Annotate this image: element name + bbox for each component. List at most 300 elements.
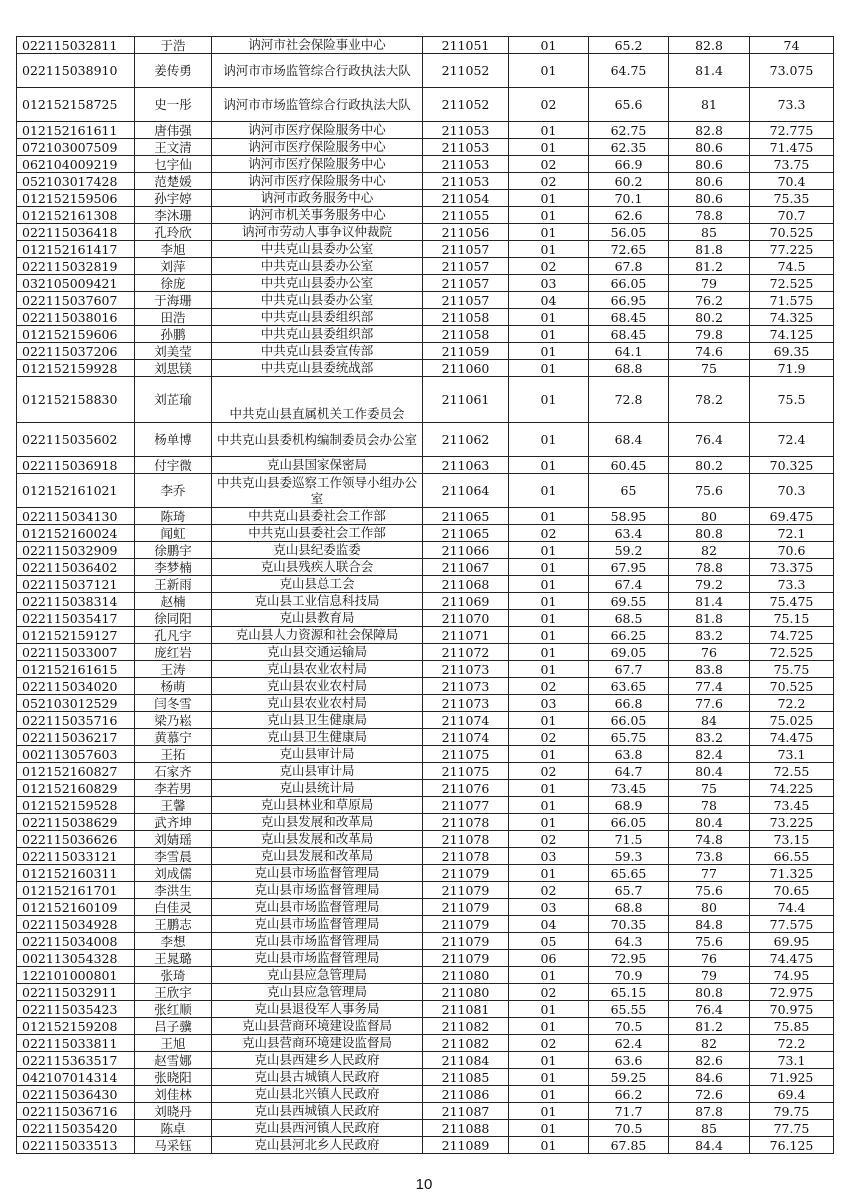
position-code-cell: 211087 <box>423 1103 509 1120</box>
candidate-id-cell: 012152158725 <box>17 88 135 122</box>
candidate-name-cell: 于海珊 <box>135 292 212 309</box>
written-score-cell: 68.8 <box>589 360 669 377</box>
position-code-cell: 211079 <box>423 916 509 933</box>
position-code-cell: 211052 <box>423 54 509 88</box>
interview-score-cell: 81.4 <box>669 593 750 610</box>
written-score-cell: 70.9 <box>589 967 669 984</box>
table-row <box>17 933 834 950</box>
employer-unit-cell: 克山县西城镇人民政府 <box>212 1103 423 1120</box>
interview-score-cell: 76.2 <box>669 292 750 309</box>
candidate-id-cell: 022115035417 <box>17 610 135 627</box>
table-row <box>17 1103 834 1120</box>
candidate-id-cell: 012152159127 <box>17 627 135 644</box>
total-score-cell: 73.75 <box>750 156 834 173</box>
post-number-cell: 04 <box>509 916 589 933</box>
total-score-cell: 74.95 <box>750 967 834 984</box>
post-number-cell: 02 <box>509 763 589 780</box>
total-score-cell: 71.475 <box>750 139 834 156</box>
employer-unit-cell: 克山县古城镇人民政府 <box>212 1069 423 1086</box>
candidate-name-cell: 吕子骥 <box>135 1018 212 1035</box>
employer-unit-cell: 克山县国家保密局 <box>212 457 423 474</box>
interview-score-cell: 76.4 <box>669 423 750 457</box>
position-code-cell: 211077 <box>423 797 509 814</box>
employer-unit-cell: 克山县应急管理局 <box>212 984 423 1001</box>
candidate-name-cell: 张红顺 <box>135 1001 212 1018</box>
post-number-cell: 01 <box>509 508 589 525</box>
interview-score-cell: 80.6 <box>669 139 750 156</box>
employer-unit-cell: 克山县人力资源和社会保障局 <box>212 627 423 644</box>
total-score-cell: 75.35 <box>750 190 834 207</box>
total-score-cell: 70.525 <box>750 678 834 695</box>
post-number-cell: 01 <box>509 1137 589 1154</box>
written-score-cell: 66.9 <box>589 156 669 173</box>
employer-unit-cell: 讷河市政务服务中心 <box>212 190 423 207</box>
written-score-cell: 56.05 <box>589 224 669 241</box>
total-score-cell: 73.45 <box>750 797 834 814</box>
employer-unit-cell: 克山县市场监督管理局 <box>212 865 423 882</box>
position-code-cell: 211068 <box>423 576 509 593</box>
written-score-cell: 65.7 <box>589 882 669 899</box>
position-code-cell: 211066 <box>423 542 509 559</box>
written-score-cell: 73.45 <box>589 780 669 797</box>
total-score-cell: 74.225 <box>750 780 834 797</box>
position-code-cell: 211081 <box>423 1001 509 1018</box>
interview-score-cell: 82.8 <box>669 37 750 54</box>
employer-unit-cell: 中共克山县委办公室 <box>212 241 423 258</box>
candidate-id-cell: 022115032909 <box>17 542 135 559</box>
total-score-cell: 73.15 <box>750 831 834 848</box>
position-code-cell: 211072 <box>423 644 509 661</box>
total-score-cell: 69.475 <box>750 508 834 525</box>
table-row <box>17 139 834 156</box>
position-code-cell: 211059 <box>423 343 509 360</box>
table-row <box>17 967 834 984</box>
written-score-cell: 58.95 <box>589 508 669 525</box>
total-score-cell: 72.2 <box>750 695 834 712</box>
candidate-name-cell: 范楚媛 <box>135 173 212 190</box>
employer-unit-cell: 讷河市医疗保险服务中心 <box>212 173 423 190</box>
post-number-cell: 02 <box>509 1035 589 1052</box>
total-score-cell: 70.525 <box>750 224 834 241</box>
employer-unit-cell: 克山县林业和草原局 <box>212 797 423 814</box>
candidate-name-cell: 石家齐 <box>135 763 212 780</box>
interview-score-cell: 74.6 <box>669 343 750 360</box>
post-number-cell: 01 <box>509 309 589 326</box>
candidate-name-cell: 李乔 <box>135 474 212 508</box>
interview-score-cell: 83.2 <box>669 729 750 746</box>
position-code-cell: 211060 <box>423 360 509 377</box>
interview-score-cell: 82.6 <box>669 1052 750 1069</box>
position-code-cell: 211089 <box>423 1137 509 1154</box>
total-score-cell: 74.725 <box>750 627 834 644</box>
candidate-id-cell: 012152160024 <box>17 525 135 542</box>
candidate-name-cell: 王鹏志 <box>135 916 212 933</box>
employer-unit-cell: 中共克山县委社会工作部 <box>212 508 423 525</box>
interview-score-cell: 78.8 <box>669 559 750 576</box>
table-row <box>17 763 834 780</box>
total-score-cell: 75.15 <box>750 610 834 627</box>
total-score-cell: 74.475 <box>750 950 834 967</box>
position-code-cell: 211069 <box>423 593 509 610</box>
position-code-cell: 211065 <box>423 525 509 542</box>
table-row <box>17 593 834 610</box>
total-score-cell: 72.525 <box>750 275 834 292</box>
candidate-name-cell: 张晓阳 <box>135 1069 212 1086</box>
interview-score-cell: 84.4 <box>669 1137 750 1154</box>
written-score-cell: 65 <box>589 474 669 508</box>
total-score-cell: 74.475 <box>750 729 834 746</box>
post-number-cell: 02 <box>509 831 589 848</box>
post-number-cell: 03 <box>509 899 589 916</box>
written-score-cell: 68.5 <box>589 610 669 627</box>
interview-score-cell: 78.2 <box>669 377 750 423</box>
candidate-name-cell: 王欣宇 <box>135 984 212 1001</box>
table-row <box>17 780 834 797</box>
interview-score-cell: 82.8 <box>669 122 750 139</box>
written-score-cell: 69.05 <box>589 644 669 661</box>
interview-score-cell: 84 <box>669 712 750 729</box>
candidate-name-cell: 李雪晨 <box>135 848 212 865</box>
position-code-cell: 211051 <box>423 37 509 54</box>
candidate-name-cell: 刘美莹 <box>135 343 212 360</box>
interview-score-cell: 80.6 <box>669 173 750 190</box>
position-code-cell: 211070 <box>423 610 509 627</box>
total-score-cell: 71.325 <box>750 865 834 882</box>
candidate-name-cell: 史一彤 <box>135 88 212 122</box>
written-score-cell: 65.75 <box>589 729 669 746</box>
employer-unit-cell: 克山县工业信息科技局 <box>212 593 423 610</box>
post-number-cell: 01 <box>509 1018 589 1035</box>
candidate-id-cell: 002113057603 <box>17 746 135 763</box>
written-score-cell: 64.7 <box>589 763 669 780</box>
candidate-id-cell: 012152161615 <box>17 661 135 678</box>
table-row <box>17 610 834 627</box>
candidate-id-cell: 012152159528 <box>17 797 135 814</box>
interview-score-cell: 84.8 <box>669 916 750 933</box>
written-score-cell: 72.8 <box>589 377 669 423</box>
candidate-id-cell: 022115033121 <box>17 848 135 865</box>
table-row <box>17 309 834 326</box>
position-code-cell: 211054 <box>423 190 509 207</box>
written-score-cell: 60.45 <box>589 457 669 474</box>
table-row <box>17 224 834 241</box>
candidate-name-cell: 刘萍 <box>135 258 212 275</box>
interview-score-cell: 76.4 <box>669 1001 750 1018</box>
interview-score-cell: 80.6 <box>669 156 750 173</box>
post-number-cell: 02 <box>509 729 589 746</box>
written-score-cell: 65.2 <box>589 37 669 54</box>
total-score-cell: 72.525 <box>750 644 834 661</box>
candidate-name-cell: 闫冬雪 <box>135 695 212 712</box>
candidate-name-cell: 张琦 <box>135 967 212 984</box>
position-code-cell: 211078 <box>423 848 509 865</box>
candidate-name-cell: 赵雪娜 <box>135 1052 212 1069</box>
employer-unit-cell: 中共克山县委宣传部 <box>212 343 423 360</box>
position-code-cell: 211082 <box>423 1035 509 1052</box>
written-score-cell: 65.65 <box>589 865 669 882</box>
table-row <box>17 746 834 763</box>
total-score-cell: 73.075 <box>750 54 834 88</box>
position-code-cell: 211052 <box>423 88 509 122</box>
table-row <box>17 1120 834 1137</box>
candidate-name-cell: 梁乃崧 <box>135 712 212 729</box>
position-code-cell: 211053 <box>423 173 509 190</box>
employer-unit-cell: 克山县市场监督管理局 <box>212 933 423 950</box>
table-row <box>17 1035 834 1052</box>
employer-unit-cell: 克山县退役军人事务局 <box>212 1001 423 1018</box>
employer-unit-cell: 中共克山县委组织部 <box>212 309 423 326</box>
position-code-cell: 211080 <box>423 967 509 984</box>
candidate-name-cell: 刘芷瑜 <box>135 377 212 423</box>
table-row <box>17 54 834 88</box>
candidate-name-cell: 黄慕宁 <box>135 729 212 746</box>
employer-unit-cell: 中共克山县委办公室 <box>212 275 423 292</box>
table-row <box>17 559 834 576</box>
total-score-cell: 75.5 <box>750 377 834 423</box>
table-row <box>17 576 834 593</box>
candidate-id-cell: 072103007509 <box>17 139 135 156</box>
post-number-cell: 01 <box>509 190 589 207</box>
written-score-cell: 67.7 <box>589 661 669 678</box>
position-code-cell: 211053 <box>423 156 509 173</box>
candidate-name-cell: 李洪生 <box>135 882 212 899</box>
interview-score-cell: 78.8 <box>669 207 750 224</box>
candidate-id-cell: 012152159928 <box>17 360 135 377</box>
candidate-id-cell: 022115036716 <box>17 1103 135 1120</box>
employer-unit-cell: 克山县营商环境建设监督局 <box>212 1018 423 1035</box>
interview-score-cell: 80.6 <box>669 190 750 207</box>
table-row <box>17 899 834 916</box>
position-code-cell: 211079 <box>423 933 509 950</box>
table-row <box>17 122 834 139</box>
table-row <box>17 950 834 967</box>
interview-score-cell: 82 <box>669 1035 750 1052</box>
written-score-cell: 66.25 <box>589 627 669 644</box>
total-score-cell: 73.375 <box>750 559 834 576</box>
interview-score-cell: 82 <box>669 542 750 559</box>
employer-unit-cell: 中共克山县直属机关工作委员会 <box>212 377 423 423</box>
table-row <box>17 1001 834 1018</box>
employer-unit-cell: 中共克山县委组织部 <box>212 326 423 343</box>
candidate-name-cell: 于浩 <box>135 37 212 54</box>
candidate-name-cell: 刘思镁 <box>135 360 212 377</box>
written-score-cell: 72.95 <box>589 950 669 967</box>
table-row <box>17 423 834 457</box>
candidate-id-cell: 012152160829 <box>17 780 135 797</box>
post-number-cell: 02 <box>509 156 589 173</box>
position-code-cell: 211053 <box>423 122 509 139</box>
candidate-name-cell: 徐同阳 <box>135 610 212 627</box>
interview-score-cell: 81.2 <box>669 258 750 275</box>
candidate-name-cell: 李梦楠 <box>135 559 212 576</box>
table-row <box>17 292 834 309</box>
candidate-id-cell: 012152161611 <box>17 122 135 139</box>
post-number-cell: 03 <box>509 695 589 712</box>
post-number-cell: 01 <box>509 326 589 343</box>
candidate-name-cell: 陈卓 <box>135 1120 212 1137</box>
candidate-id-cell: 022115035716 <box>17 712 135 729</box>
total-score-cell: 74.4 <box>750 899 834 916</box>
candidate-name-cell: 乜宇仙 <box>135 156 212 173</box>
position-code-cell: 211073 <box>423 661 509 678</box>
position-code-cell: 211067 <box>423 559 509 576</box>
interview-score-cell: 73.8 <box>669 848 750 865</box>
position-code-cell: 211078 <box>423 814 509 831</box>
position-code-cell: 211061 <box>423 377 509 423</box>
table-row <box>17 644 834 661</box>
post-number-cell: 01 <box>509 474 589 508</box>
position-code-cell: 211079 <box>423 899 509 916</box>
candidate-name-cell: 刘晓丹 <box>135 1103 212 1120</box>
candidate-name-cell: 李旭 <box>135 241 212 258</box>
post-number-cell: 01 <box>509 1069 589 1086</box>
candidate-name-cell: 闻虹 <box>135 525 212 542</box>
table-row <box>17 1018 834 1035</box>
candidate-name-cell: 武齐坤 <box>135 814 212 831</box>
interview-score-cell: 77.6 <box>669 695 750 712</box>
table-row <box>17 360 834 377</box>
position-code-cell: 211073 <box>423 678 509 695</box>
candidate-id-cell: 012152161417 <box>17 241 135 258</box>
candidate-name-cell: 陈琦 <box>135 508 212 525</box>
total-score-cell: 70.65 <box>750 882 834 899</box>
interview-score-cell: 80.2 <box>669 309 750 326</box>
table-row <box>17 695 834 712</box>
post-number-cell: 01 <box>509 1001 589 1018</box>
post-number-cell: 01 <box>509 746 589 763</box>
candidate-id-cell: 022115036418 <box>17 224 135 241</box>
candidate-id-cell: 022115035423 <box>17 1001 135 1018</box>
interview-score-cell: 81 <box>669 88 750 122</box>
candidate-id-cell: 022115034130 <box>17 508 135 525</box>
candidate-id-cell: 022115034020 <box>17 678 135 695</box>
total-score-cell: 70.7 <box>750 207 834 224</box>
written-score-cell: 67.4 <box>589 576 669 593</box>
position-code-cell: 211085 <box>423 1069 509 1086</box>
employer-unit-cell: 克山县发展和改革局 <box>212 831 423 848</box>
employer-unit-cell: 讷河市劳动人事争议仲裁院 <box>212 224 423 241</box>
employer-unit-cell: 中共克山县委办公室 <box>212 292 423 309</box>
interview-score-cell: 74.8 <box>669 831 750 848</box>
post-number-cell: 01 <box>509 1103 589 1120</box>
employer-unit-cell: 讷河市医疗保险服务中心 <box>212 122 423 139</box>
total-score-cell: 72.1 <box>750 525 834 542</box>
position-code-cell: 211074 <box>423 712 509 729</box>
candidate-id-cell: 012152161021 <box>17 474 135 508</box>
candidate-name-cell: 孔凡宇 <box>135 627 212 644</box>
candidate-name-cell: 王晁璐 <box>135 950 212 967</box>
table-row <box>17 190 834 207</box>
written-score-cell: 63.65 <box>589 678 669 695</box>
position-code-cell: 211084 <box>423 1052 509 1069</box>
post-number-cell: 01 <box>509 576 589 593</box>
employer-unit-cell: 中共克山县委机构编制委员会办公室 <box>212 423 423 457</box>
candidate-name-cell: 姜传勇 <box>135 54 212 88</box>
total-score-cell: 69.35 <box>750 343 834 360</box>
score-table-body <box>17 37 834 1154</box>
interview-score-cell: 75.6 <box>669 882 750 899</box>
employer-unit-cell: 讷河市市场监管综合行政执法大队 <box>212 88 423 122</box>
post-number-cell: 01 <box>509 1086 589 1103</box>
position-code-cell: 211076 <box>423 780 509 797</box>
candidate-id-cell: 022115034008 <box>17 933 135 950</box>
interview-score-cell: 79 <box>669 275 750 292</box>
candidate-id-cell: 022115038910 <box>17 54 135 88</box>
total-score-cell: 70.4 <box>750 173 834 190</box>
written-score-cell: 62.6 <box>589 207 669 224</box>
interview-score-cell: 72.6 <box>669 1086 750 1103</box>
candidate-id-cell: 022115036402 <box>17 559 135 576</box>
position-code-cell: 211079 <box>423 882 509 899</box>
candidate-name-cell: 孔玲欣 <box>135 224 212 241</box>
candidate-id-cell: 012152160827 <box>17 763 135 780</box>
position-code-cell: 211063 <box>423 457 509 474</box>
candidate-id-cell: 022115037607 <box>17 292 135 309</box>
total-score-cell: 70.3 <box>750 474 834 508</box>
employer-unit-cell: 克山县审计局 <box>212 746 423 763</box>
candidate-name-cell: 田浩 <box>135 309 212 326</box>
post-number-cell: 01 <box>509 1120 589 1137</box>
total-score-cell: 75.475 <box>750 593 834 610</box>
page-number: 10 <box>415 1176 433 1193</box>
position-code-cell: 211075 <box>423 746 509 763</box>
employer-unit-cell: 中共克山县委巡察工作领导小组办公室 <box>212 474 423 508</box>
position-code-cell: 211065 <box>423 508 509 525</box>
written-score-cell: 66.8 <box>589 695 669 712</box>
post-number-cell: 01 <box>509 967 589 984</box>
interview-score-cell: 81.8 <box>669 610 750 627</box>
interview-score-cell: 75 <box>669 360 750 377</box>
table-row <box>17 848 834 865</box>
position-code-cell: 211079 <box>423 865 509 882</box>
interview-score-cell: 75.6 <box>669 474 750 508</box>
table-row <box>17 984 834 1001</box>
candidate-id-cell: 012152159208 <box>17 1018 135 1035</box>
total-score-cell: 77.575 <box>750 916 834 933</box>
written-score-cell: 59.3 <box>589 848 669 865</box>
written-score-cell: 70.5 <box>589 1120 669 1137</box>
total-score-cell: 71.575 <box>750 292 834 309</box>
written-score-cell: 68.45 <box>589 326 669 343</box>
employer-unit-cell: 中共克山县委社会工作部 <box>212 525 423 542</box>
position-code-cell: 211058 <box>423 326 509 343</box>
written-score-cell: 63.4 <box>589 525 669 542</box>
table-row <box>17 1052 834 1069</box>
position-code-cell: 211074 <box>423 729 509 746</box>
candidate-id-cell: 012152158830 <box>17 377 135 423</box>
written-score-cell: 63.8 <box>589 746 669 763</box>
total-score-cell: 72.775 <box>750 122 834 139</box>
post-number-cell: 01 <box>509 593 589 610</box>
total-score-cell: 73.225 <box>750 814 834 831</box>
candidate-id-cell: 022115035420 <box>17 1120 135 1137</box>
post-number-cell: 04 <box>509 292 589 309</box>
total-score-cell: 73.1 <box>750 1052 834 1069</box>
interview-score-cell: 75 <box>669 780 750 797</box>
position-code-cell: 211057 <box>423 258 509 275</box>
position-code-cell: 211056 <box>423 224 509 241</box>
table-row <box>17 1137 834 1154</box>
total-score-cell: 76.125 <box>750 1137 834 1154</box>
table-row <box>17 156 834 173</box>
candidate-id-cell: 022115032911 <box>17 984 135 1001</box>
total-score-cell: 72.2 <box>750 1035 834 1052</box>
post-number-cell: 02 <box>509 678 589 695</box>
employer-unit-cell: 克山县教育局 <box>212 610 423 627</box>
written-score-cell: 59.25 <box>589 1069 669 1086</box>
candidate-id-cell: 022115032819 <box>17 258 135 275</box>
employer-unit-cell: 克山县发展和改革局 <box>212 814 423 831</box>
